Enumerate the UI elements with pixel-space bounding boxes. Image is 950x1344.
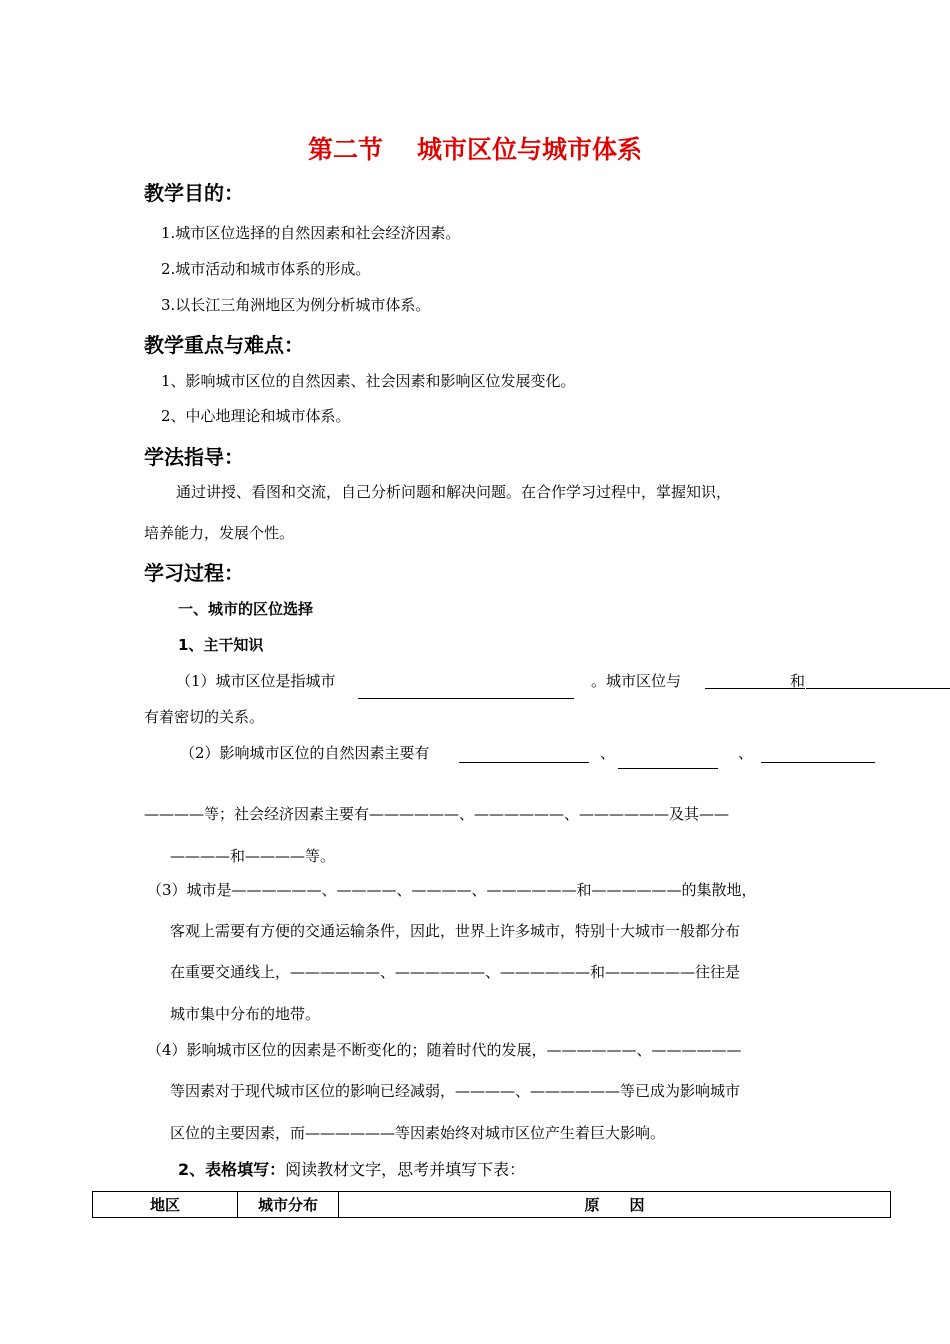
answer-blank[interactable] — [618, 768, 718, 769]
question-text: 等因素对于现代城市区位的影响已经减弱，————、——————等已成为影响城市 — [170, 1082, 741, 1100]
question-text: 。城市区位与 — [591, 672, 682, 690]
objectives-heading: 教学目的： — [144, 181, 244, 205]
key-point-item: 2、中心地理论和城市体系。 — [161, 407, 351, 425]
fill-in-table — [92, 1191, 891, 1218]
question-text: （1）城市区位是指城市 — [176, 672, 336, 690]
part-heading: 一、城市的区位选择 — [178, 600, 314, 618]
question-text: （3）城市是——————、————、————、——————和——————的集散地， — [147, 881, 757, 899]
method-heading: 学法指导： — [144, 445, 244, 469]
question-text: （2）影响城市区位的自然因素主要有 — [180, 744, 430, 762]
question-text: 在重要交通线上，——————、——————、——————和——————往往是 — [170, 963, 741, 981]
page-title — [0, 130, 950, 166]
answer-blank[interactable] — [358, 698, 574, 699]
question-text: 、 — [738, 744, 754, 762]
method-text-line: 培养能力，发展个性。 — [144, 524, 295, 542]
question-text: 有着密切的关系。 — [144, 708, 265, 726]
table-header-row — [93, 1192, 891, 1218]
table-instruction-label: 2、表格填写： — [178, 1160, 286, 1179]
objective-item: 1.城市区位选择的自然因素和社会经济因素。 — [161, 224, 461, 242]
table-header-reason: 原 因 — [339, 1192, 891, 1218]
question-text: 和 — [790, 672, 806, 690]
table-header-distribution: 城市分布 — [238, 1192, 339, 1218]
key-points-heading: 教学重点与难点： — [144, 333, 304, 357]
answer-blank[interactable] — [459, 762, 589, 763]
table-instruction — [178, 1157, 525, 1180]
question-text: 城市集中分布的地带。 — [170, 1005, 321, 1023]
question-text: 区位的主要因素，而——————等因素始终对城市区位产生着巨大影响。 — [170, 1124, 666, 1142]
process-heading: 学习过程： — [144, 561, 244, 585]
section-name: 城市区位与城市体系 — [417, 135, 643, 164]
table-header-region: 地区 — [93, 1192, 238, 1218]
objective-item: 3.以长江三角洲地区为例分析城市体系。 — [161, 296, 431, 314]
question-text: ————等；社会经济因素主要有——————、——————、——————及其—— — [144, 805, 730, 823]
question-text: ————和————等。 — [170, 847, 336, 865]
section-number: 第二节 — [307, 135, 383, 164]
question-text: 、 — [600, 744, 616, 762]
key-point-item: 1、影响城市区位的自然因素、社会因素和影响区位发展变化。 — [161, 372, 576, 390]
method-text-line: 通过讲授、看图和交流，自己分析问题和解决问题。在合作学习过程中，掌握知识， — [176, 483, 732, 501]
table-instruction-text: 阅读教材文字，思考并填写下表： — [285, 1160, 526, 1179]
answer-blank[interactable] — [806, 688, 950, 689]
answer-blank[interactable] — [761, 762, 875, 763]
question-text: 客观上需要有方便的交通运输条件，因此，世界上许多城市，特别十大城市一般都分布 — [170, 922, 741, 940]
objective-item: 2.城市活动和城市体系的形成。 — [161, 260, 371, 278]
subsection-heading: 1、主干知识 — [178, 636, 264, 654]
question-text: （4）影响城市区位的因素是不断变化的；随着时代的发展，——————、—————— — [147, 1041, 742, 1059]
